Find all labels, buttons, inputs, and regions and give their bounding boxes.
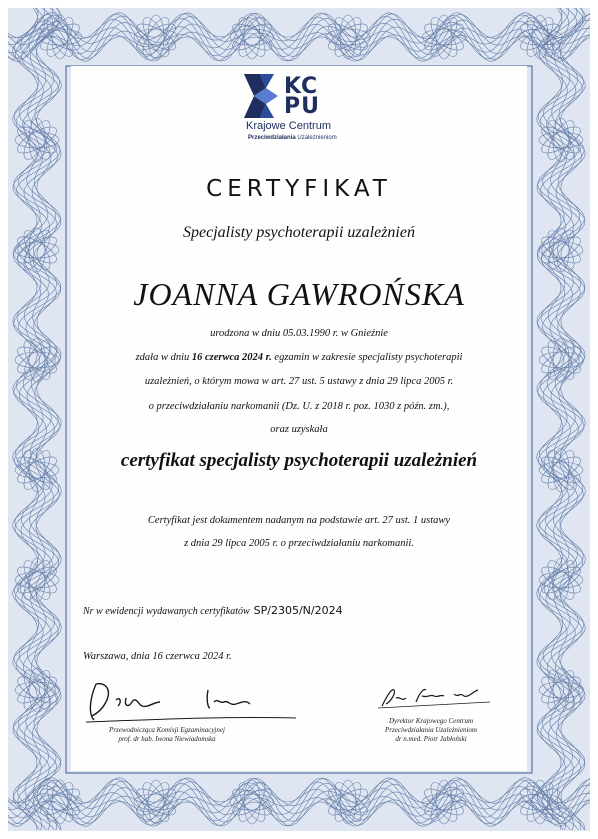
certificate-subtitle: Specjalisty psychoterapii uzależnień	[183, 224, 415, 241]
exam-pre: zdała w dniu	[135, 352, 192, 363]
basis-line-1: Certyfikat jest dokumentem nadanym na podstawie art. 27 ust. 1 ustawy	[147, 515, 451, 526]
obtained-line: oraz uzyskała	[270, 424, 328, 435]
place-date: Warszawa, dnia 16 czerwca 2024 r.	[83, 651, 232, 662]
right-signatory-role-1: Dyrektor Krajowego Centrum	[388, 717, 474, 725]
certificate-body	[71, 66, 527, 771]
kcpu-logo	[244, 74, 364, 154]
law-line-2: o przeciwdziałaniu narkomanii (Dz. U. z 2018 r. poz. 1030 z późn. zm.),	[148, 401, 450, 412]
logo-subtitle-bold: Przeciwdziałania	[248, 135, 296, 141]
certificate-title: CERTYFIKAT	[206, 176, 392, 202]
left-signatory-role: Przewodnicząca Komisji Egzaminacyjnej	[109, 726, 225, 734]
birth-line: urodzona w dniu 05.03.1990 r. w Gnieźnie	[210, 328, 388, 339]
right-signatory-name: dr n.med. Piotr Jabłoński	[395, 735, 467, 743]
left-signatory-name: prof. dr hab. Iwona Niewiadomska	[118, 735, 216, 743]
registry-number: SP/2305/N/2024	[253, 604, 343, 617]
left-handwritten-signature	[82, 676, 302, 728]
law-line-1: uzależnień, o którym mowa w art. 27 ust. 5 ustawy z dnia 29 lipca 2005 r.	[144, 376, 454, 387]
left-signatory	[92, 726, 242, 744]
registry-label: Nr w ewidencji wydawanych certyfikatów	[83, 606, 250, 617]
registry-line	[83, 604, 343, 617]
basis-line-2: z dnia 29 lipca 2005 r. o przeciwdziałaniu narkomanii.	[184, 538, 414, 549]
right-signatory	[356, 717, 506, 744]
exam-date: 16 czerwca 2024 r.	[191, 352, 272, 363]
certificate-name: certyfikat specjalisty psychoterapii uzależnień	[120, 450, 478, 471]
right-signatory-role-2: Przeciwdziałania Uzależnieniom	[385, 726, 477, 734]
logo-acronym-bottom: PU	[284, 94, 320, 119]
logo-subtitle-rest: Uzależnieniom	[297, 135, 337, 141]
right-handwritten-signature	[374, 684, 494, 712]
exam-line	[0, 352, 598, 363]
logo-name: Krajowe Centrum	[246, 120, 331, 132]
holder-name: JOANNA GAWROŃSKA	[133, 276, 465, 312]
exam-post: egzamin w zakresie specjalisty psychoterapii	[271, 352, 463, 363]
kcpu-star-icon	[244, 74, 284, 118]
logo-subtitle	[248, 135, 337, 141]
logo-acronym-top: KC	[284, 74, 319, 99]
